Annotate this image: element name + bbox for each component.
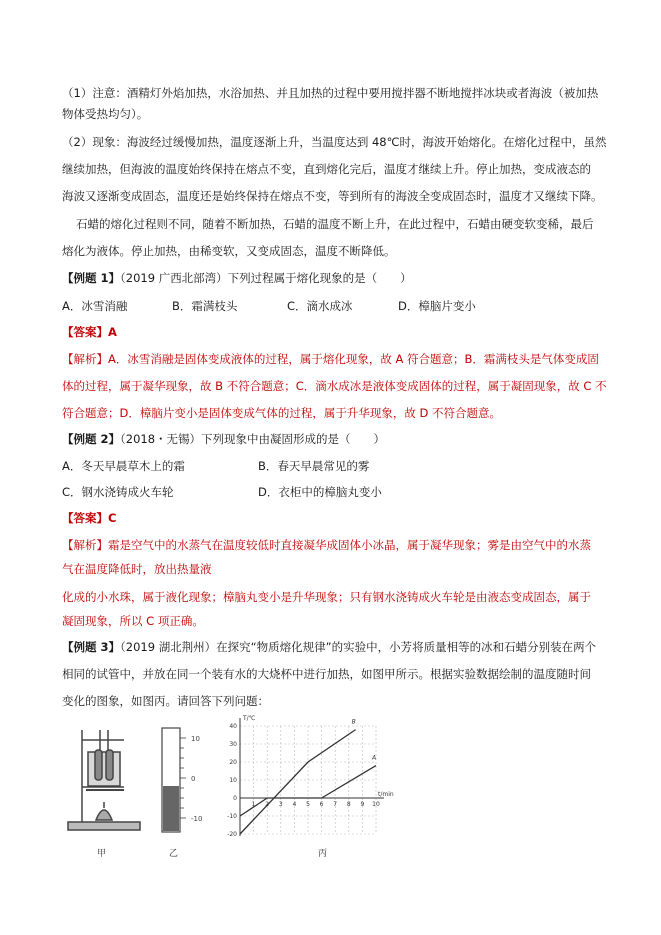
q2-analysis-line-1: 【解析】霜是空气中的水蒸气在温度较低时直接凝华成固体小冰晶，属于凝华现象；雾是由空气中的水蒸 bbox=[62, 538, 591, 552]
q2-option-d: D．衣柜中的樟脑丸变小 bbox=[258, 485, 382, 499]
q1-answer: 【答案】A bbox=[62, 325, 117, 339]
temperature-time-chart bbox=[218, 712, 398, 842]
y-tick-label: 40 bbox=[229, 723, 237, 730]
y-tick-label: -10 bbox=[227, 813, 237, 820]
x-tick-label: 10 bbox=[372, 801, 380, 808]
x-tick-label: 1 bbox=[251, 801, 256, 808]
q1-option-a: A．冰雪消融 bbox=[62, 299, 128, 313]
note-2-line-1: （2）现象：海波经过缓慢加热，温度逐渐上升，当温度达到 48℃时，海波开始熔化。在熔化过程中，虽然 bbox=[62, 135, 607, 149]
q2-answer: 【答案】C bbox=[62, 511, 117, 525]
caption-jia: 甲 bbox=[97, 849, 107, 859]
q3-label: 【例题 3】 bbox=[62, 640, 121, 654]
q2-stem: （2018・无锡）下列现象中由凝固形成的是（ ） bbox=[120, 432, 386, 446]
y-tick-label: 30 bbox=[229, 741, 237, 748]
y-tick-label: 10 bbox=[229, 777, 237, 784]
note-2-line-2: 继续加热，但海波的温度始终保持在熔点不变，直到熔化完后，温度才继续上升。停止加热，变成液态的 bbox=[62, 162, 591, 176]
note-3-line-2: 熔化为液体。停止加热，由稀变软，又变成固态，温度不断降低。 bbox=[62, 244, 396, 258]
q2-analysis-line-2: 气在温度降低时，放出热量液 bbox=[62, 562, 212, 576]
thermo-tick-10: 10 bbox=[191, 735, 200, 743]
q1-option-d: D．樟脑片变小 bbox=[398, 299, 476, 313]
chart-grid bbox=[240, 726, 376, 834]
q1-heading bbox=[62, 270, 412, 286]
x-tick-label: 4 bbox=[292, 801, 297, 808]
note-1-line-1: （1）注意：酒精灯外焰加热，水浴加热、并且加热的过程中要用搅拌器不断地搅拌冰块或者海波（被加热 bbox=[62, 86, 599, 100]
thermometer-liquid bbox=[163, 786, 179, 831]
x-tick-label: 6 bbox=[319, 801, 324, 808]
apparatus-figure bbox=[62, 722, 152, 837]
x-tick-label: 5 bbox=[306, 801, 310, 808]
q2-option-c: C．钢水浇铸成火车轮 bbox=[62, 485, 174, 499]
note-2-line-3: 海波又逐渐变成固态，温度还是始终保持在熔点不变，等到所有的海波全变成固态时，温度才又继续下降。 bbox=[62, 189, 603, 203]
note-1-line-2: 物体受热均匀）。 bbox=[62, 107, 149, 121]
q2-option-a: A．冬天早晨草木上的霜 bbox=[62, 459, 185, 473]
q2-analysis-line-3: 化成的小水珠，属于液化现象；樟脑丸变小是升华现象；只有钢水浇铸成火车轮是由液态变成固态，属于 bbox=[62, 590, 591, 604]
y-tick-label: 0 bbox=[233, 795, 237, 802]
q1-stem: （2019 广西北部湾）下列过程属于熔化现象的是（ ） bbox=[120, 271, 412, 285]
test-tube-right bbox=[106, 750, 113, 780]
x-tick-label: 2 bbox=[265, 801, 270, 808]
x-axis-label: t/min bbox=[378, 791, 394, 798]
series-label-A: A bbox=[372, 754, 377, 762]
caption-bing: 丙 bbox=[318, 849, 328, 859]
y-tick-label: 20 bbox=[229, 759, 237, 766]
q1-analysis-line-3: 符合题意；D．樟脑片变小是固体变成气体的过程，属于升华现象，故 D 不符合题意。 bbox=[62, 406, 502, 420]
y-tick-label: -20 bbox=[227, 831, 237, 838]
note-3-line-1: 石蜡的熔化过程则不同，随着不断加热，石蜡的温度不断上升，在此过程中，石蜡由硬变软变稀，最后 bbox=[76, 217, 594, 231]
test-tube-left bbox=[95, 750, 102, 780]
q3-stem-line-3: 变化的图象，如图丙。请回答下列问题： bbox=[62, 694, 269, 708]
alcohol-lamp bbox=[96, 810, 112, 820]
q1-option-c: C．滴水成冰 bbox=[287, 299, 353, 313]
x-tick-label: 3 bbox=[278, 801, 283, 808]
series-line-B bbox=[240, 730, 356, 834]
q2-label: 【例题 2】 bbox=[62, 432, 121, 446]
thermometer-figure bbox=[158, 724, 218, 836]
thermometer-scale bbox=[180, 738, 186, 818]
chart-ticks bbox=[227, 723, 380, 838]
q2-option-b: B．春天早晨常见的雾 bbox=[258, 459, 370, 473]
q1-analysis-line-1: 【解析】A．冰雪消融是固体变成液体的过程，属于熔化现象，故 A 符合题意；B．霜满枝头是气体变成固 bbox=[62, 352, 599, 366]
q1-label: 【例题 1】 bbox=[62, 271, 121, 285]
chart-axes bbox=[240, 715, 394, 836]
x-tick-label: 7 bbox=[333, 801, 338, 808]
q3-stem-line-2: 相同的试管中，并放在同一个装有水的大烧杯中进行加热，如图甲所示。根据实验数据绘制的温度随时间 bbox=[62, 667, 591, 681]
q2-heading bbox=[62, 431, 385, 447]
x-tick-label: 8 bbox=[346, 801, 351, 808]
q1-analysis-line-2: 体的过程，属于凝华现象，故 B 不符合题意；C．滴水成冰是液体变成固体的过程，属于凝固现象，故 C 不 bbox=[62, 379, 607, 393]
thermo-tick-neg10: -10 bbox=[191, 815, 203, 823]
caption-yi: 乙 bbox=[169, 849, 179, 859]
q3-stem-line-1: （2019 湖北荆州）在探究“物质熔化规律”的实验中，小芳将质量相等的冰和石蜡分别装在两个 bbox=[120, 640, 597, 654]
q3-heading bbox=[62, 639, 596, 655]
thermo-tick-0: 0 bbox=[191, 775, 196, 783]
beaker bbox=[88, 752, 120, 786]
stand-base bbox=[68, 822, 140, 830]
q2-analysis-line-4: 凝固现象，所以 C 项正确。 bbox=[62, 614, 204, 628]
q1-option-b: B．霜满枝头 bbox=[172, 299, 238, 313]
x-tick-label: 9 bbox=[360, 801, 365, 808]
series-label-B: B bbox=[351, 718, 356, 726]
y-axis-label: T/℃ bbox=[243, 715, 256, 722]
